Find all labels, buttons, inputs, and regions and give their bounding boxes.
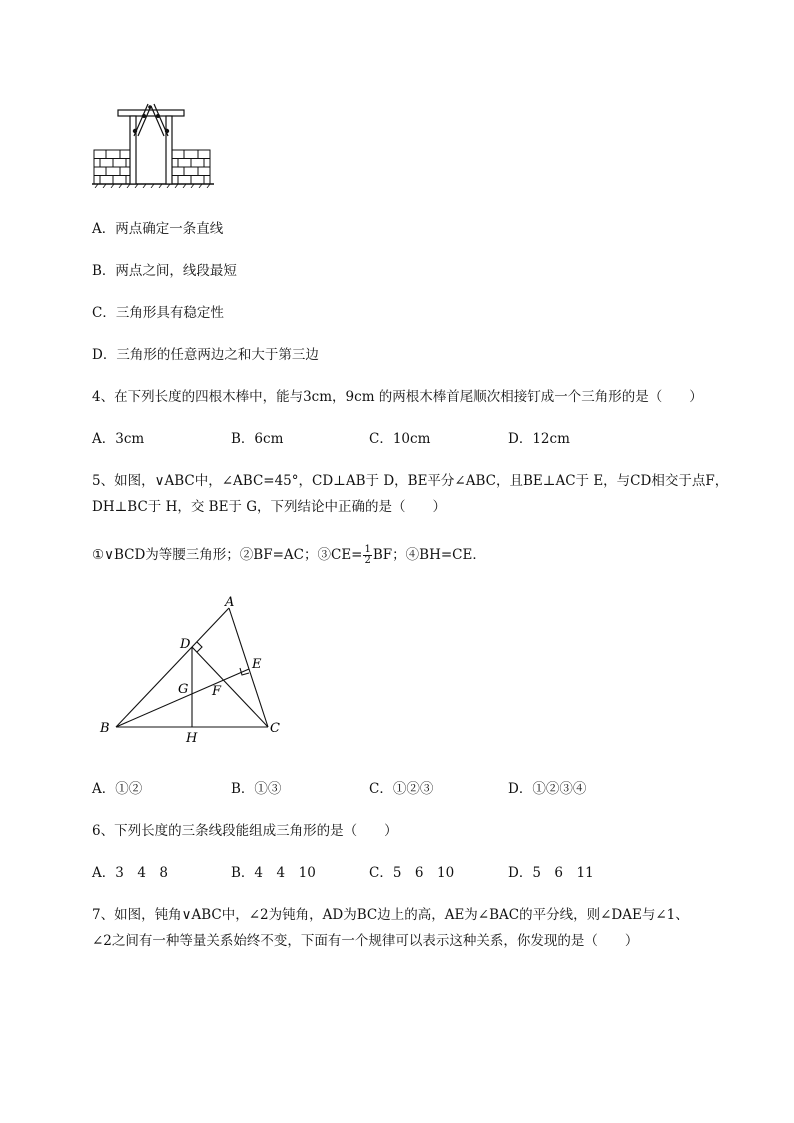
q5-option-b: B．①③ bbox=[231, 781, 282, 797]
q5-option-d: D．①②③④ bbox=[508, 781, 587, 797]
q4-option-d: D．12cm bbox=[508, 431, 570, 447]
q5-stem-line2: DH⊥BC于 H，交 BE于 G，下列结论中正确的是（ ） bbox=[92, 499, 446, 515]
q5-triangle-figure bbox=[92, 596, 302, 746]
q5-label-c: C bbox=[270, 721, 280, 736]
q5-label-f: F bbox=[212, 684, 222, 699]
q4-option-b: B．6cm bbox=[231, 431, 284, 447]
q4-option-c: C．10cm bbox=[369, 431, 431, 447]
q5-label-h: H bbox=[186, 731, 198, 746]
q5-stem-line1: 5、如图，∨ABC中，∠ABC=45°，CD⊥AB于 D，BE平分∠ABC，且BE⊥AC于 E，与CD相交于点F， bbox=[92, 473, 729, 489]
q5-conclusions bbox=[92, 545, 486, 566]
q5-fraction-denominator: 2 bbox=[364, 555, 371, 566]
q5-label-a: A bbox=[225, 596, 235, 610]
q7-stem-line1: 7、如图，钝角∨ABC中，∠2为钝角，AD为BC边上的高，AE为∠BAC的平分线，则∠DAE与∠1、 bbox=[92, 907, 689, 923]
q5-label-g: G bbox=[178, 682, 189, 697]
q6-option-d: D．5 6 11 bbox=[508, 865, 594, 881]
q5-label-d: D bbox=[180, 637, 191, 652]
q6-option-b: B．4 4 10 bbox=[231, 865, 316, 881]
q5-fraction-numerator: 1 bbox=[364, 544, 371, 555]
q5-fraction bbox=[363, 545, 371, 566]
q6-stem: 6、下列长度的三条线段能组成三角形的是（ ） bbox=[92, 823, 398, 839]
q6-option-c: C．5 6 10 bbox=[369, 865, 455, 881]
q5-conclusions-prefix: ①∨BCD为等腰三角形；②BF=AC；③CE= bbox=[92, 547, 363, 563]
q5-option-a: A．①② bbox=[92, 781, 143, 797]
q7-stem-line2: ∠2之间有一种等量关系始终不变，下面有一个规律可以表示这种关系，你发现的是（ ） bbox=[92, 933, 639, 949]
q5-conclusions-suffix: BF；④BH=CE． bbox=[372, 547, 486, 563]
q3-option-d: D．三角形的任意两边之和大于第三边 bbox=[92, 347, 319, 363]
q5-option-c: C．①②③ bbox=[369, 781, 434, 797]
q5-label-b: B bbox=[100, 721, 110, 736]
q5-label-e: E bbox=[252, 657, 262, 672]
q3-option-a: A．两点确定一条直线 bbox=[92, 221, 224, 237]
q4-stem: 4、在下列长度的四根木棒中，能与3cm，9cm 的两根木棒首尾顺次相接钉成一个三角形的是（ ） bbox=[92, 389, 703, 405]
gate-frame-figure bbox=[92, 100, 214, 188]
q3-option-b: B．两点之间，线段最短 bbox=[92, 263, 237, 279]
q6-option-a: A．3 4 8 bbox=[92, 865, 169, 881]
q3-option-c: C．三角形具有稳定性 bbox=[92, 305, 224, 321]
q4-option-a: A．3cm bbox=[92, 431, 145, 447]
